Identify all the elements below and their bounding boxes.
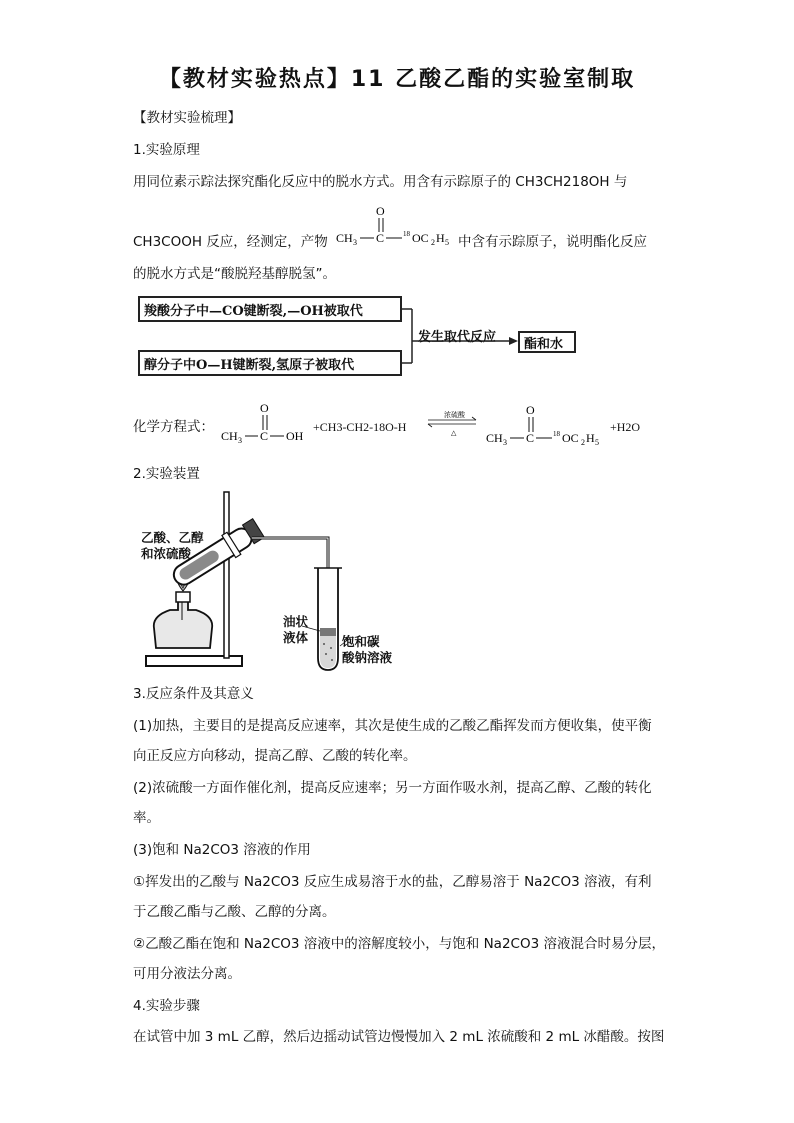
- svg-text:H: H: [436, 231, 445, 245]
- svg-text:5: 5: [445, 238, 449, 247]
- conditions-p5b: 可用分液法分离。: [133, 966, 241, 982]
- svg-text:CH: CH: [336, 231, 353, 245]
- svg-text:浓硫酸: 浓硫酸: [444, 411, 465, 419]
- conditions-p1b: 向正反应方向移动，提高乙醇、乙酸的转化率。: [133, 748, 417, 764]
- principle-text-2b: 中含有示踪原子，说明酯化反应: [458, 234, 647, 250]
- svg-text:O: O: [376, 204, 385, 218]
- equation-label: 化学方程式：: [133, 419, 214, 435]
- reversible-arrow: [422, 408, 482, 438]
- principle-text-1: 用同位素示踪法探究酯化反应中的脱水方式。用含有示踪原子的 CH3CH218OH 与: [133, 174, 628, 190]
- svg-text:OC: OC: [562, 431, 579, 445]
- mechanism-box-alcohol: 醇分子中O—H键断裂,氢原子被取代: [138, 350, 402, 376]
- svg-text:CH: CH: [486, 431, 503, 445]
- svg-text:3: 3: [353, 238, 357, 247]
- svg-text:H: H: [586, 431, 595, 445]
- svg-text:5: 5: [595, 438, 599, 447]
- svg-text:18: 18: [553, 430, 560, 438]
- svg-text:OH: OH: [286, 429, 304, 443]
- conditions-p1a: (1)加热，主要目的是提高反应速率，其次是使生成的乙酸乙酯挥发而方便收集，使平衡: [133, 718, 652, 734]
- svg-text:O: O: [260, 401, 269, 415]
- svg-text:OC: OC: [412, 231, 429, 245]
- svg-text:3: 3: [238, 436, 242, 445]
- svg-text:O: O: [526, 403, 535, 417]
- svg-text:2: 2: [431, 238, 435, 247]
- principle-text-3: 的脱水方式是“酸脱羟基醇脱氢”。: [133, 266, 336, 282]
- svg-text:CH: CH: [221, 429, 238, 443]
- section-header: 【教材实验梳理】: [133, 110, 241, 126]
- svg-text:3: 3: [503, 438, 507, 447]
- svg-text:△: △: [451, 429, 457, 437]
- equation-alcohol: +CH3-CH2-18O-H: [313, 420, 407, 434]
- svg-text:18: 18: [403, 230, 410, 238]
- acetic-acid-structure: [221, 400, 313, 446]
- svg-text:C: C: [260, 429, 269, 443]
- principle-text-2a: CH3COOH 反应，经测定，产物: [133, 234, 328, 250]
- document-title: 【教材实验热点】11 乙酸乙酯的实验室制取: [158, 67, 636, 92]
- ester-structure-inline: [336, 204, 458, 250]
- heading-conditions: 3.反应条件及其意义: [133, 686, 254, 702]
- svg-text:2: 2: [581, 438, 585, 447]
- label-oily-liquid: 油状 液体: [283, 614, 309, 645]
- heading-steps: 4.实验步骤: [133, 998, 200, 1014]
- conditions-p5a: ②乙酸乙酯在饱和 Na2CO3 溶液中的溶解度较小，与饱和 Na2CO3 溶液混合时易分层，: [133, 936, 665, 952]
- conditions-p4a: ①挥发出的乙酸与 Na2CO3 反应生成易溶于水的盐，乙醇易溶于 Na2CO3 溶液，有利: [133, 874, 652, 890]
- conditions-p4b: 于乙酸乙酯与乙酸、乙醇的分离。: [133, 904, 336, 920]
- conditions-p2b: 率。: [133, 810, 160, 826]
- heading-principle: 1.实验原理: [133, 142, 200, 158]
- conditions-p3: (3)饱和 Na2CO3 溶液的作用: [133, 842, 311, 858]
- ester-structure-product: [486, 400, 608, 446]
- equation-water: +H2O: [610, 420, 641, 434]
- mechanism-product-box: 酯和水: [518, 331, 576, 353]
- label-reagents: 乙酸、乙醇 和浓硫酸: [141, 530, 204, 561]
- svg-text:C: C: [526, 431, 535, 445]
- mechanism-middle-label: 发生取代反应: [418, 330, 497, 345]
- svg-text:C: C: [376, 231, 385, 245]
- steps-p1: 在试管中加 3 mL 乙醇，然后边摇动试管边慢慢加入 2 mL 浓硫酸和 2 mL 冰醋酸。按图: [133, 1029, 665, 1045]
- label-sodium-carbonate: 饱和碳 酸钠溶液: [342, 634, 393, 665]
- conditions-p2a: (2)浓硫酸一方面作催化剂，提高反应速率；另一方面作吸水剂，提高乙醇、乙酸的转化: [133, 780, 652, 796]
- mechanism-box-acid: 羧酸分子中—CO键断裂,—OH被取代: [138, 296, 402, 322]
- heading-apparatus: 2.实验装置: [133, 466, 200, 482]
